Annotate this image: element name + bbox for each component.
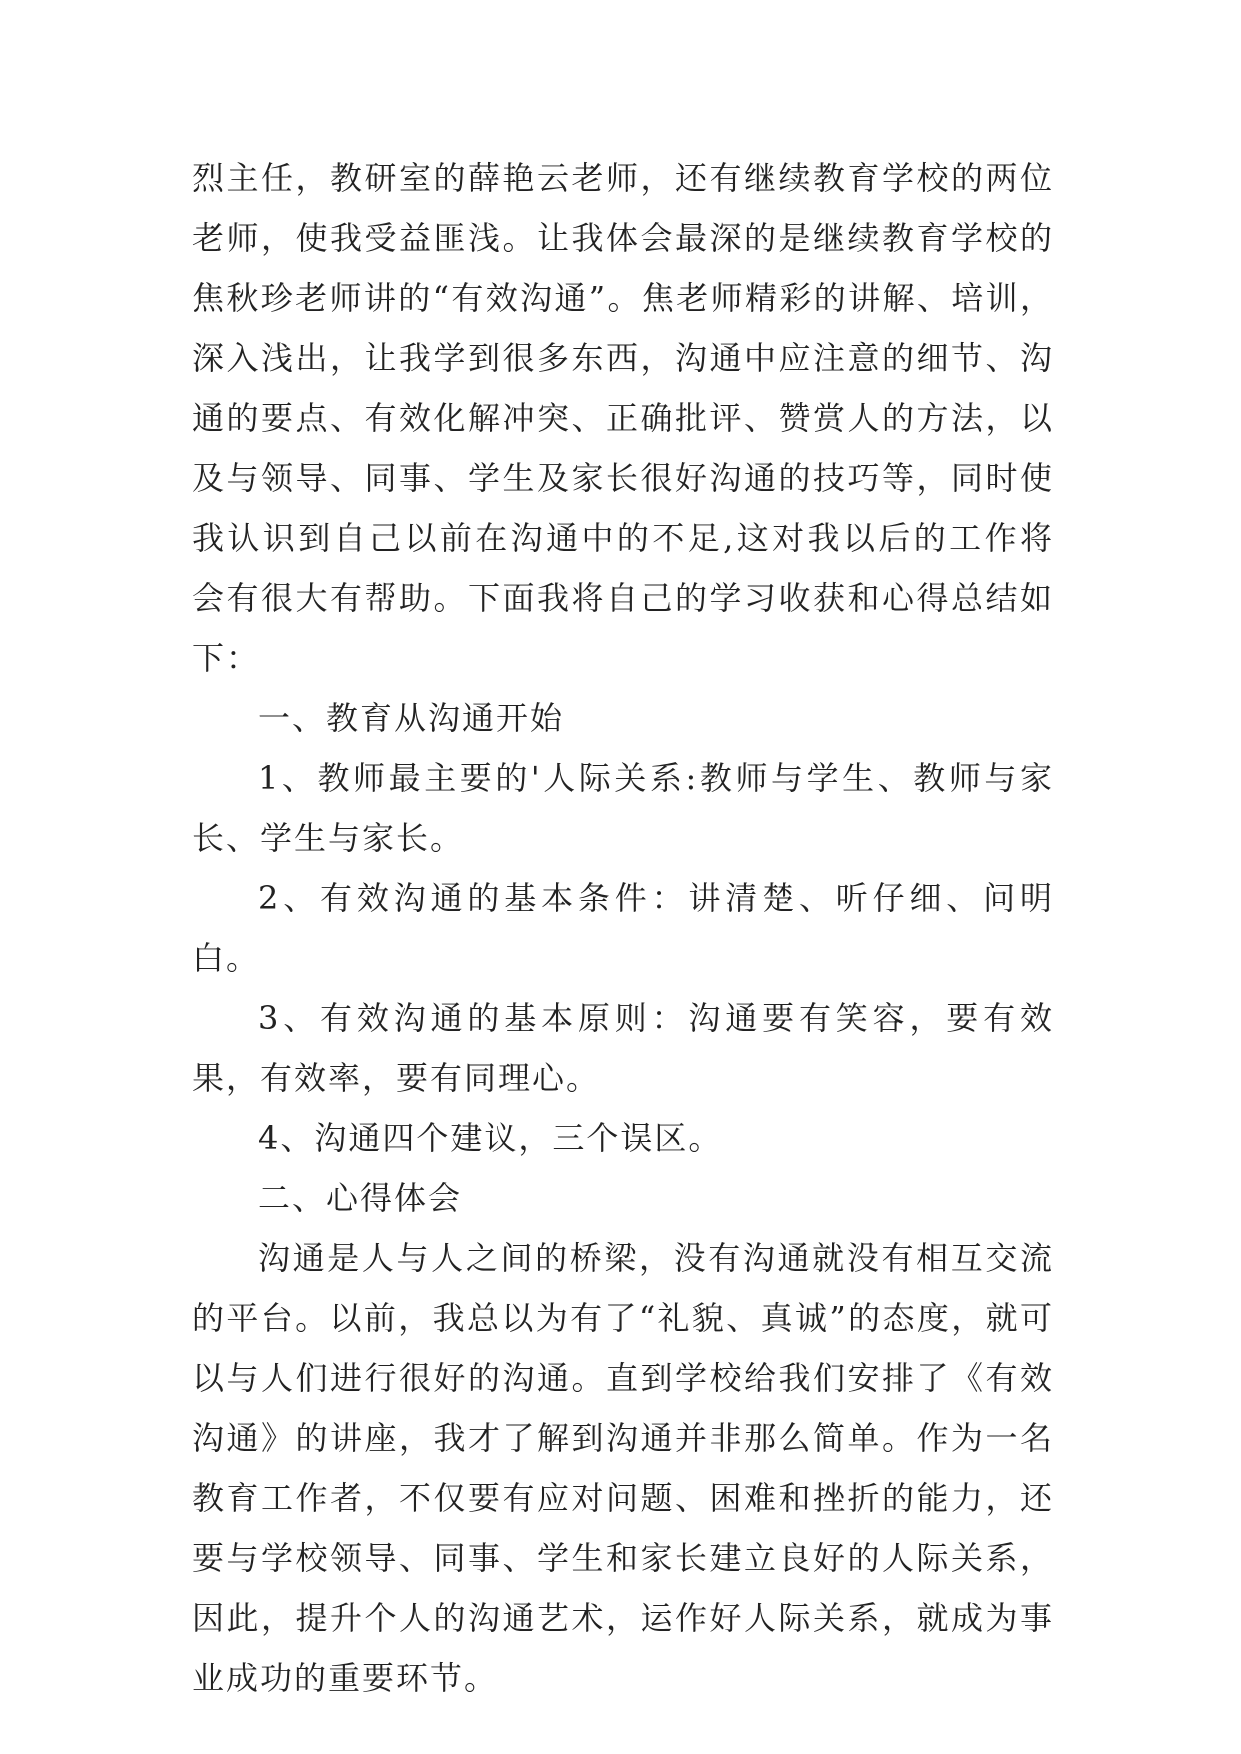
list-item-3: 3、有效沟通的基本原则：沟通要有笑容，要有效果，有效率，要有同理心。 xyxy=(192,999,1054,1097)
paragraph-reflection: 沟通是人与人之间的桥梁，没有沟通就没有相互交流的平台。以前，我总以为有了“礼貌、真诚”的态度，就可以与人们进行很好的沟通。直到学校给我们安排了《有效沟通》的讲座，我才了解到沟通并非那么简单。作为一名教育工作者，不仅要有应对问题、困难和挫折的能力，还要与学校领导、同事、学生和家长建立良好的人际关系，因此，提升个人的沟通艺术，运作好人际关系，就成为事业成功的重要环节。 xyxy=(192,1239,1054,1697)
list-item-4: 4、沟通四个建议，三个误区。 xyxy=(258,1119,723,1157)
list-item-2: 2、有效沟通的基本条件：讲清楚、听仔细、问明白。 xyxy=(192,879,1054,977)
list-item-1: 1、教师最主要的'人际关系:教师与学生、教师与家长、学生与家长。 xyxy=(192,759,1054,857)
section-heading-1: 一、教育从沟通开始 xyxy=(258,699,565,737)
section-heading-2: 二、心得体会 xyxy=(258,1179,463,1217)
paragraph-intro: 烈主任，教研室的薛艳云老师，还有继续教育学校的两位老师，使我受益匪浅。让我体会最深的是继续教育学校的焦秋珍老师讲的“有效沟通”。焦老师精彩的讲解、培训，深入浅出，让我学到很多东西，沟通中应注意的细节、沟通的要点、有效化解冲突、正确批评、赞赏人的方法，以及与领导、同事、学生及家长很好沟通的技巧等，同时使我认识到自己以前在沟通中的不足,这对我以后的工作将会有很大有帮助。下面我将自己的学习收获和心得总结如下： xyxy=(192,159,1054,677)
document-page xyxy=(192,148,1054,1708)
